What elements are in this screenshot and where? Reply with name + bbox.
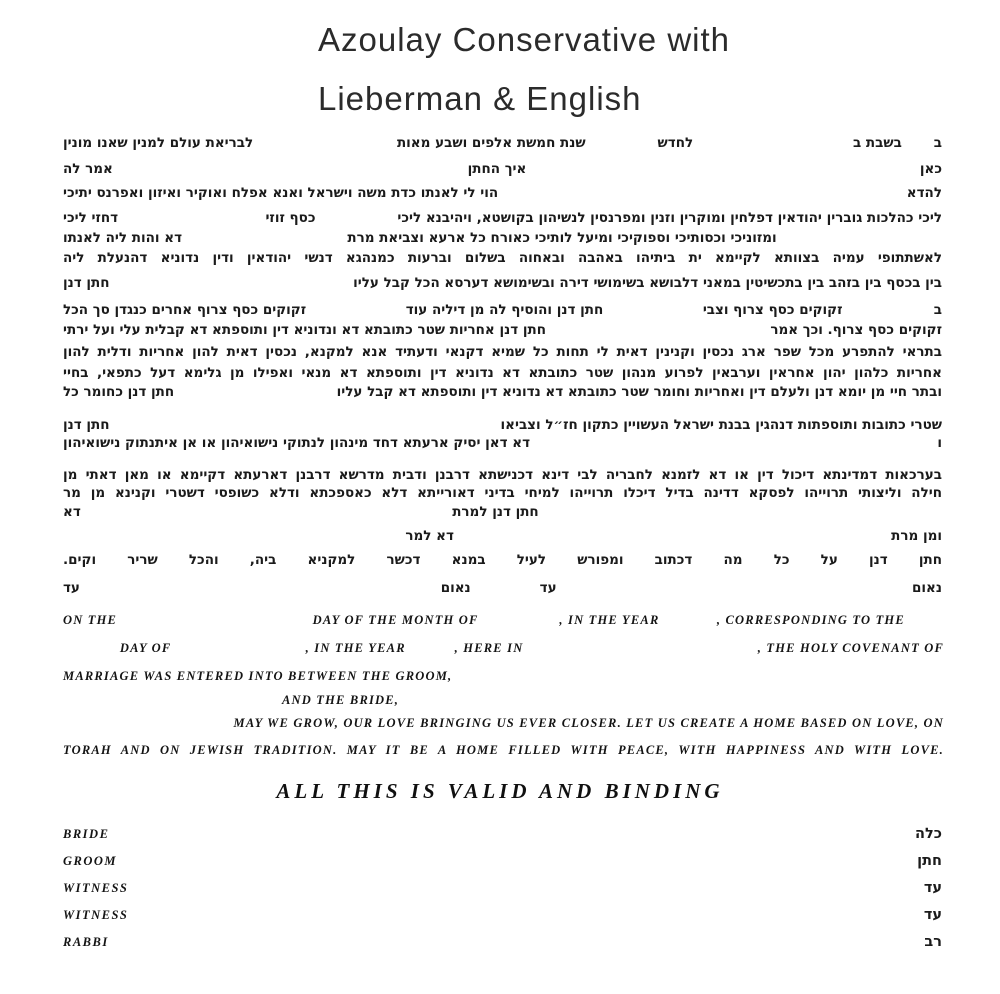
hebrew-line-9 [63, 322, 942, 344]
english-line-2 [63, 641, 944, 669]
text-segment: , CORRESPONDING TO THE [716, 613, 905, 627]
hebrew-line-2 [63, 161, 942, 185]
hebrew-line-11: אחריות כלהון יהון אחראין וערבאין לפרוע מנהון שטר כתובתא דא נדוניא דין ותוספתא דא מנאי ואפילו מן גלימא דעל כתפאי, בחיי [63, 365, 942, 381]
hebrew-line-1 [63, 135, 942, 161]
english-line-5 [63, 716, 944, 743]
text-segment: חתן דנן [63, 275, 110, 291]
signature-label-en: WITNESS [63, 881, 129, 895]
text-segment: ב [933, 302, 942, 318]
signature-label-en: GROOM [63, 854, 118, 868]
text-segment: ובתר חיי מן יומא דנן ולעלם דין ואחריות וחומר שטר כתובתא דא נדוניא דין ותוספתא דא קבל עליו [336, 384, 942, 400]
text-segment: עד [539, 580, 557, 596]
text-segment: בשבת ב [852, 135, 902, 151]
hebrew-line-7 [63, 275, 942, 302]
text-segment: בין בכסף בין בזהב בין בתכשיטין במאני דלבושא בשימושי דירה ובשימושא דערסא הכל קבל עליו [353, 275, 942, 291]
signature-row [63, 934, 942, 961]
english-line-6: TORAH AND ON JEWISH TRADITION. MAY IT BE A HOME FILLED WITH PEACE, WITH HAPPINESS AND WITH LOVE. [63, 743, 944, 757]
signature-label-en: RABBI [63, 935, 109, 949]
text-segment: כסף זוזי [265, 210, 316, 226]
signature-block [63, 826, 942, 961]
text-segment: חתן דנן אחריות שטר כתובתא דא ונדוניא דין ותוספתא דא קבלית עלי ועל ירתי [63, 322, 546, 338]
text-segment: להדא [906, 185, 942, 201]
text-segment: AND THE BRIDE, [281, 693, 400, 707]
signature-label-en: BRIDE [63, 827, 110, 841]
text-segment: אמר לה [63, 161, 113, 177]
text-segment: , THE HOLY COVENANT OF [757, 641, 944, 655]
hebrew-line-19: חתן דנן על כל מה דכתוב ומפורש לעיל במנא דכשר למקניא ביה, והכל שריר וקים. [63, 552, 942, 568]
hebrew-line-13 [63, 417, 942, 435]
text-segment: ו [937, 435, 942, 451]
text-segment: ומן מרת [891, 528, 942, 544]
hebrew-line-3 [63, 185, 942, 210]
signature-label-he: כלה [915, 826, 942, 842]
text-segment: , IN THE YEAR [305, 641, 406, 655]
text-segment: ב [933, 135, 942, 151]
hebrew-line-10: בתראי להתפרע מכל שפר ארג נכסין וקנינין דאית לי תחות כל שמיא דקנאי ודעתיד אנא למקנא, נכסין דאית להון אחריות ודלית להון [63, 344, 942, 360]
english-line-1 [63, 613, 944, 641]
text-segment: MAY WE GROW, OUR LOVE BRINGING US EVER CLOSER. LET US CREATE A HOME BASED ON LOVE, ON [233, 716, 944, 730]
text-segment: ON THE [63, 613, 118, 627]
text-segment: זקוקים כסף צרוף אחרים כנגדן סך הכל [62, 302, 307, 318]
text-segment: , HERE IN [454, 641, 524, 655]
text-segment: נאום [912, 580, 942, 596]
hebrew-line-20 [63, 580, 942, 605]
text-segment: דחזי ליכי [63, 210, 119, 226]
text-segment: DAY OF THE MONTH OF [312, 613, 479, 627]
text-segment: , IN THE YEAR [559, 613, 660, 627]
text-segment: שטרי כתובות ותוספתות דנהגין בבנת ישראל העשויין כתקון חז״ל וצביאו [500, 417, 942, 433]
signature-label-he: עד [923, 880, 942, 896]
text-segment: דא [63, 504, 81, 520]
signature-label-he: עד [923, 907, 942, 923]
text-segment: חתן דנן והוסיף לה מן דיליה עוד [405, 302, 604, 318]
text-segment: ליכי כהלכות גוברין יהודאין דפלחין ומוקרין וזנין ומפרנסין לנשיהון בקושטא, ויהיבנא ליכי [397, 210, 942, 226]
english-line-3 [63, 669, 944, 693]
text-segment: דא והות ליה לאנתו [62, 230, 182, 246]
hebrew-line-4 [63, 210, 942, 230]
text-segment: DAY OF [119, 641, 172, 655]
english-text-block [0, 605, 1000, 769]
signature-row [63, 826, 942, 853]
hebrew-line-17 [63, 504, 942, 528]
text-segment: כאן [919, 161, 942, 177]
hebrew-line-8 [63, 302, 942, 322]
text-segment: חתן דנן למרת [452, 504, 539, 520]
text-segment: זקוקים כסף צרוף וצבי [702, 302, 843, 318]
text-segment: שנת חמשת אלפים ושבע מאות [396, 135, 586, 151]
signature-row [63, 880, 942, 907]
text-segment: MARRIAGE WAS ENTERED INTO BETWEEN THE GROOM, [63, 669, 453, 683]
text-segment: לחדש [657, 135, 694, 151]
valid-and-binding-heading: ALL THIS IS VALID AND BINDING [276, 779, 724, 803]
text-segment: דא דאן יסיק ארעתא דחד מינהון לנתוקי נישואיהון או אן איתנתוק נישואיהון [63, 435, 531, 451]
text-segment: חתן דנן כחומר כל [63, 384, 175, 400]
title-line-2: Lieberman & English [318, 80, 642, 117]
signature-label-he: רב [924, 934, 942, 950]
text-segment: הוי לי לאנתו כדת משה וישראל ואנא אפלח ואוקיר ואיזון ואפרנס יתיכי [63, 185, 499, 201]
text-segment: חתן דנן [63, 417, 110, 433]
hebrew-line-5 [63, 230, 942, 250]
english-line-4 [63, 693, 944, 716]
text-segment: לבריאת עולם למנין שאנו מונין [63, 135, 254, 151]
text-segment: ומזוניכי וכסותיכי וספוקיכי ומיעל לותיכי כאורח כל ארעא וצביאת מרת [347, 230, 777, 246]
hebrew-line-16: חילה וליצותי תרוייהו לפסקא דדינה בדיל דיכלו תרוייהו למיחי בדיני דאורייתא דלא כאספכתא ודלא כשופסי דשטרי וקנינא מן מר [63, 485, 942, 501]
text-segment: איך החתן [467, 161, 527, 177]
signature-row [63, 853, 942, 880]
hebrew-line-6: לאשתתופי עמיה בצוותא לקיימא ית ביתיהו באהבה ובאחוה בשלום וברעות כמנהגא דנשי יהודאין ודין נדוניא דהנעלת ליה [63, 250, 942, 266]
signature-row [63, 907, 942, 934]
hebrew-line-14 [63, 435, 942, 467]
signature-label-he: חתן [917, 853, 942, 869]
hebrew-line-15: בערכאות דמדינתא דיכול דין או דא לזמנא לחבריה לבי דינא דכנישתא דרבנן ודבית מדרשא דרבנן דארעתא דקיימא או מאן דאתי מן [63, 467, 942, 483]
hebrew-text-block [0, 128, 1000, 605]
text-segment: עד [63, 580, 80, 596]
hebrew-line-18 [63, 528, 942, 552]
signature-label-en: WITNESS [63, 908, 129, 922]
hebrew-line-12 [63, 384, 942, 417]
text-segment: דא למר [405, 528, 454, 544]
text-segment: זקוקים כסף צרוף. וכך אמר [770, 322, 942, 338]
text-segment: נאום [440, 580, 471, 596]
document-title [0, 0, 1000, 128]
title-line-1: Azoulay Conservative with [318, 21, 731, 58]
